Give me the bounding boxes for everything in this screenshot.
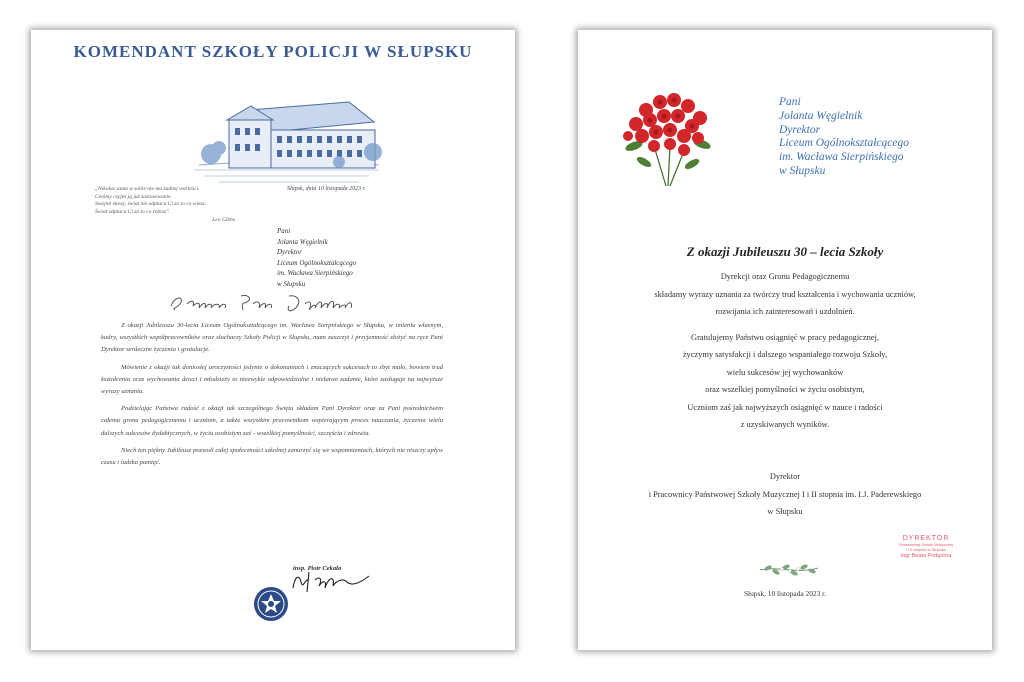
addressee-line: w Słupsku — [277, 279, 306, 288]
quote-line: „Nikołas sama w sobie nie ma żadnej wartości. — [95, 186, 200, 192]
left-letter-page — [31, 30, 515, 650]
letter-body — [578, 268, 992, 434]
quote-author: Leo Gibbs — [212, 217, 235, 223]
motto-quote — [95, 186, 275, 225]
director-stamp — [886, 535, 966, 575]
floral-sprig-icon — [758, 558, 820, 580]
addressee-block — [277, 226, 356, 289]
right-letter-page — [578, 30, 992, 650]
body-paragraph: Niech ten piękny Jubileusz pozwoli całej społeczności szkolnej zanurzyć się we wspomnieniach, których nie niszczy upływ czasu i ludzka pamięć. — [101, 446, 443, 467]
stamp-line: Państwowej Szkoły Muzycznej — [898, 542, 954, 547]
handwritten-signature — [289, 568, 375, 594]
addressee-line: Pani — [779, 96, 801, 108]
body-paragraph: Z okazji Jubileuszu 30-lecia Liceum Ogólnokształcącego im. Wacława Sierpińskiego w Słupsku, w imieniu własnym, kadry, wszystkich współpracowników oraz słuchaczy Szkoły Policji w Słupsku, mam zaszczyt i przyjemność złożyć na ręce Pani Dyrektor serdeczne życzenia i gratulacje. — [101, 322, 443, 354]
letter-date: Słupsk, dnia 10 listopada 2023 r. — [287, 186, 366, 192]
letter-date: Słupsk, 10 listopada 2023 r. — [743, 589, 827, 598]
quote-line: Swojmi słowy, świat nie odpłaca Ci za to co wiesz. — [95, 201, 207, 207]
body-line: Dyrekcji oraz Gronu Pedagogicznemu — [720, 272, 850, 281]
addressee-line: Dyrektor — [277, 248, 303, 256]
addressee-line: im. Wacława Sierpińskiego — [277, 269, 353, 277]
signature-line: i Pracownicy Państwowej Szkoły Muzycznej I i II stopnia im. I.J. Paderewskiego — [648, 489, 922, 499]
roses-bouquet-image — [614, 86, 720, 192]
body-line: z uzyskiwanych wyników. — [740, 420, 830, 429]
signature-line: w Słupsku — [767, 507, 803, 516]
signer-name: insp. Piotr Cekała — [293, 565, 342, 572]
addressee-line: Jolanta Węgielnik — [277, 237, 328, 246]
addressee-line: Liceum Ogólnokształcącego — [779, 137, 909, 150]
signature-block — [578, 468, 992, 521]
letter-header: KOMENDANT SZKOŁY POLICJI W SŁUPSKU — [73, 42, 473, 61]
school-building-illustration — [189, 70, 385, 190]
addressee-line: im. Wacława Sierpińskiego — [779, 151, 904, 164]
addressee-line: Dyrektor — [779, 123, 821, 136]
body-line: Gratulujemy Państwu osiągnięć w pracy pedagogicznej, — [691, 332, 879, 342]
addressee-line: Pani — [277, 227, 291, 235]
stamp-line: I i II stopnia w Słupsku — [906, 547, 946, 552]
quote-line: Cenimy czyjeś ją już zastosowanie. — [95, 193, 172, 200]
body-line: oraz wszelkiej pomyślności w życiu osobistym, — [705, 385, 865, 394]
stamp-name: mgr Beata Podgórna — [900, 553, 952, 559]
letter-title: Z okazji Jubileuszu 30 – lecia Szkoły — [686, 244, 884, 259]
body-paragraph: Mówienie z okazji tak doniosłej uroczystości jedynie o dokonaniach i znaczących sukcesach to zbyt mało, bowiem trud kształcenia oraz wychowania dzieci i młodzieży to niezwykle odpowiedzialne i niełatwe zadanie, które zasługuje na najwyższe wyrazy uznania. — [101, 363, 443, 396]
addressee-line: Liceum Ogólnokształcącego — [277, 258, 357, 267]
handwritten-salutation — [167, 290, 387, 314]
body-line: Uczniom zaś jak najwyższych osiągnięć w nauce i radości — [687, 402, 883, 412]
letter-body — [101, 320, 443, 474]
signature-line: Dyrektor — [769, 472, 801, 481]
body-paragraph: Podzielając Państwa radość z okazji tak szczególnego Święta składam Pani Dyrektor oraz za Pani pośrednictwem całemu gronu pedagogicznemu i uczniom, a także wszystkim pracownikom wspierającym proces nauczania, życzenia wielu dalszych sukcesów dydaktycznych, w życiu osobistym zaś - wszelkiej pomyślności, szczęścia i zdrowia. — [101, 405, 443, 437]
quote-line: Świat odpłaca Ci za to co robisz”. — [95, 208, 171, 215]
body-line: życzymy satysfakcji i dalszego wspaniałego rozwoju Szkoły, — [682, 350, 888, 359]
addressee-line: Jolanta Węgielnik — [779, 109, 863, 122]
body-line: wielu sukcesów jej wychowanków — [726, 367, 844, 377]
body-line: rozwijania ich zainteresowań i uzdolnień. — [715, 307, 855, 316]
addressee-line: w Słupsku — [779, 164, 826, 177]
body-line: składamy wyrazy uznania za twórczy trud kształcenia i wychowania uczniów, — [654, 289, 916, 299]
police-emblem-icon — [253, 586, 289, 622]
addressee-block — [779, 96, 909, 179]
stamp-title: DYREKTOR — [902, 535, 950, 542]
